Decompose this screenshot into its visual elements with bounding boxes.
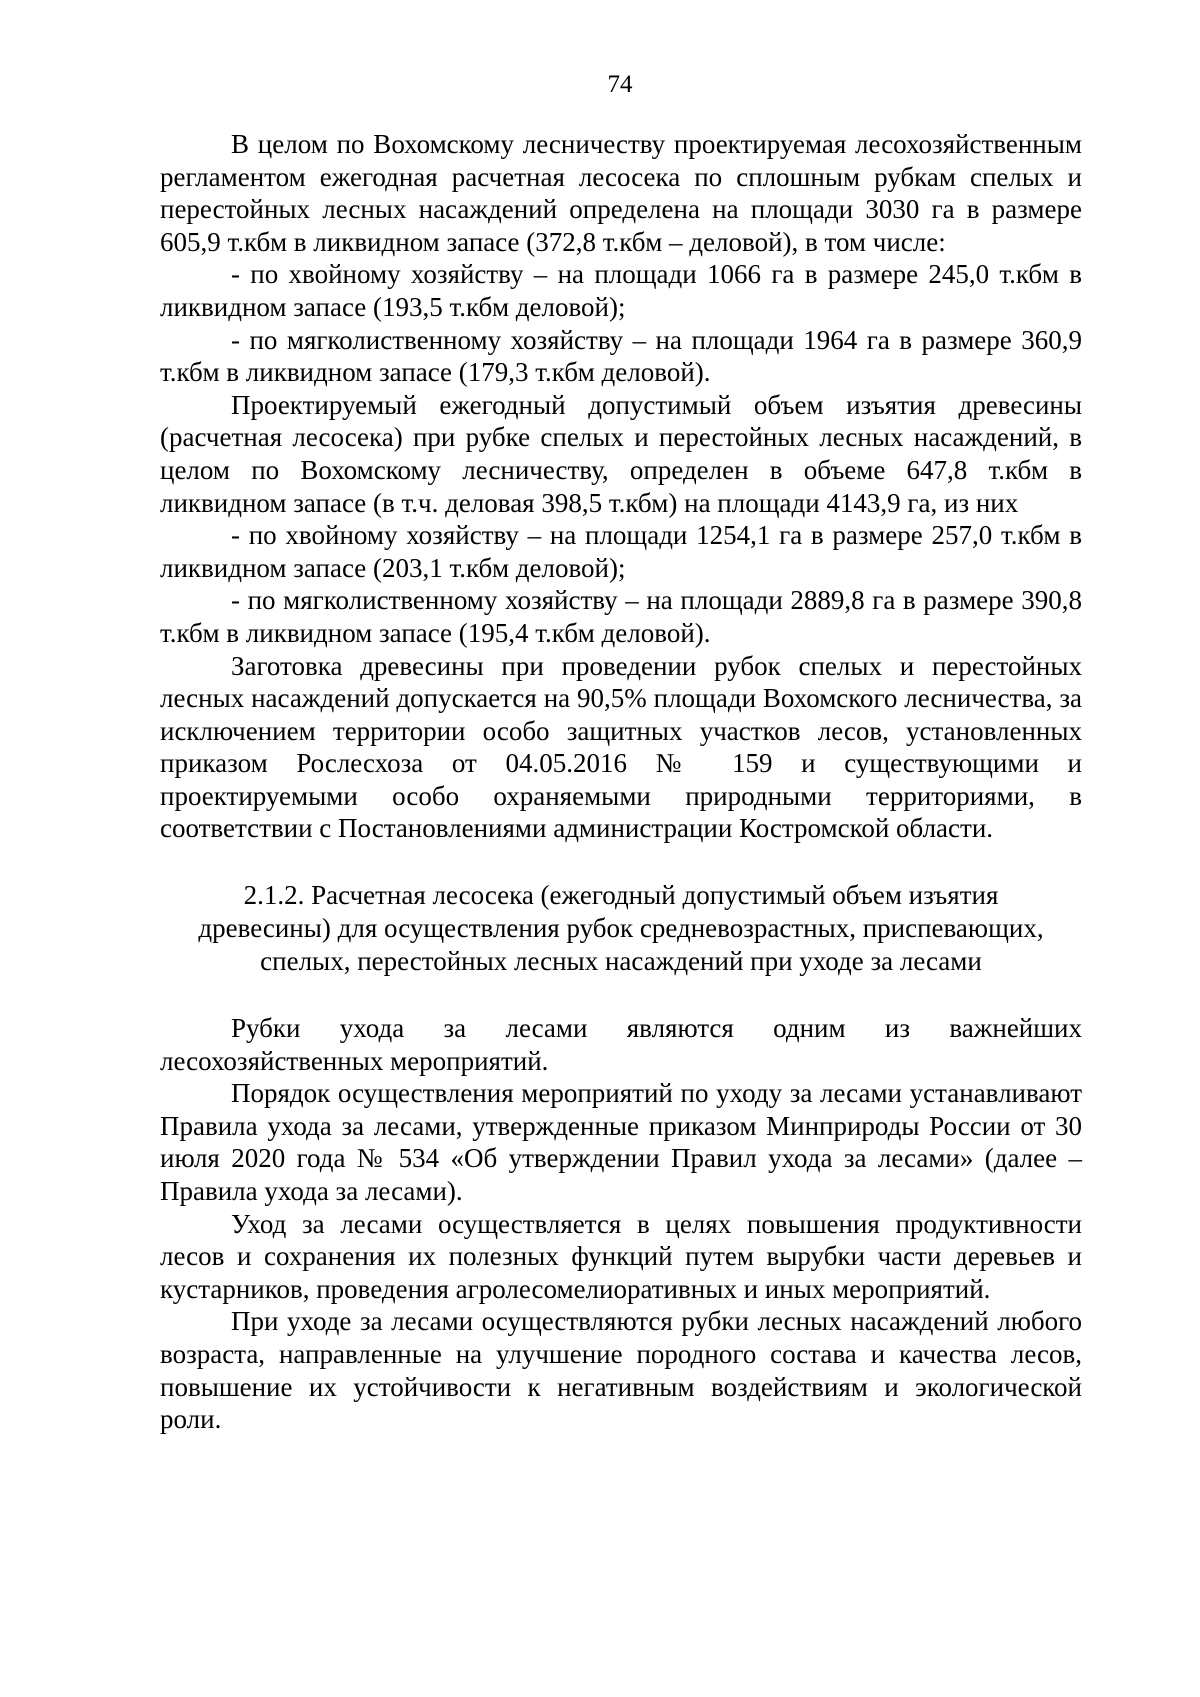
document-body [160, 128, 1082, 1436]
paragraph-thinning-rules: Порядок осуществления мероприятий по уходу за лесами устанавливают Правила ухода за лесами, утвержденные приказом Минприроды России от 30 июля 2020 года № 534 «Об утверждении Правил ухода за лесами» (далее – Правила ухода за лесами). [160, 1078, 1082, 1207]
paragraph-thinning-purpose: Уход за лесами осуществляется в целях повышения продуктивности лесов и сохранения их полезных функций путем вырубки части деревьев и кустарников, проведения агролесомелиоративных и иных мероприятий. [160, 1208, 1082, 1304]
paragraph-thinning-scope: При уходе за лесами осуществляются рубки лесных насаждений любого возраста, направленные на улучшение породного состава и качества лесов, повышение их устойчивости к негативным воздействиям и экологической роли. [160, 1306, 1082, 1435]
paragraph-total-clearcut: В целом по Вохомскому лесничеству проектируемая лесохозяйственным регламентом ежегодная расчетная лесосека по сплошным рубкам спелых и перестойных лесных насаждений определена на площади 3030 га в размере 605,9 т.кбм в ликвидном запасе (372,8 т.кбм – деловой), в том числе: [160, 129, 1082, 257]
paragraph-projected-volume: Проектируемый ежегодный допустимый объем изъятия древесины (расчетная лесосека) при рубке спелых и перестойных лесных насаждений, в целом по Вохомскому лесничеству, определен в объеме 647,8 т.кбм в ликвидном запасе (в т.ч. деловая 398,5 т.кбм) на площади 4143,9 га, из них [160, 389, 1082, 518]
paragraph-softwood-volume: - по мягколиственному хозяйству – на площади 2889,8 га в размере 390,8 т.кбм в ликвидном запасе (195,4 т.кбм деловой). [160, 585, 1082, 648]
paragraph-harvest-restrictions: Заготовка древесины при проведении рубок спелых и перестойных лесных насаждений допускается на 90,5% площади Вохомского лесничества, за исключением территории особо защитных участков лесов, установленных приказом Рослесхоза от 04.05.2016 № 159 и существующими и проектируемыми особо охраняемыми природными территориями, в соответствии с Постановлениями администрации Костромской области. [160, 650, 1082, 844]
paragraph-thinning-importance: Рубки ухода за лесами являются одним из важнейших лесохозяйственных мероприятий. [160, 1013, 1082, 1076]
paragraph-coniferous-volume: - по хвойному хозяйству – на площади 1254,1 га в размере 257,0 т.кбм в ликвидном запасе (203,1 т.кбм деловой); [160, 520, 1082, 583]
paragraph-coniferous-clearcut: - по хвойному хозяйству – на площади 1066 га в размере 245,0 т.кбм в ликвидном запасе (193,5 т.кбм деловой); [160, 259, 1082, 322]
page-number: 74 [607, 71, 633, 98]
section-heading: 2.1.2. Расчетная лесосека (ежегодный допустимый объем изъятия древесины) для осуществления рубок средневозрастных, приспевающих, спелых, перестойных лесных насаждений при уходе за лесами [198, 880, 1044, 977]
paragraph-softwood-clearcut: - по мягколиственному хозяйству – на площади 1964 га в размере 360,9 т.кбм в ликвидном запасе (179,3 т.кбм деловой). [160, 324, 1082, 388]
